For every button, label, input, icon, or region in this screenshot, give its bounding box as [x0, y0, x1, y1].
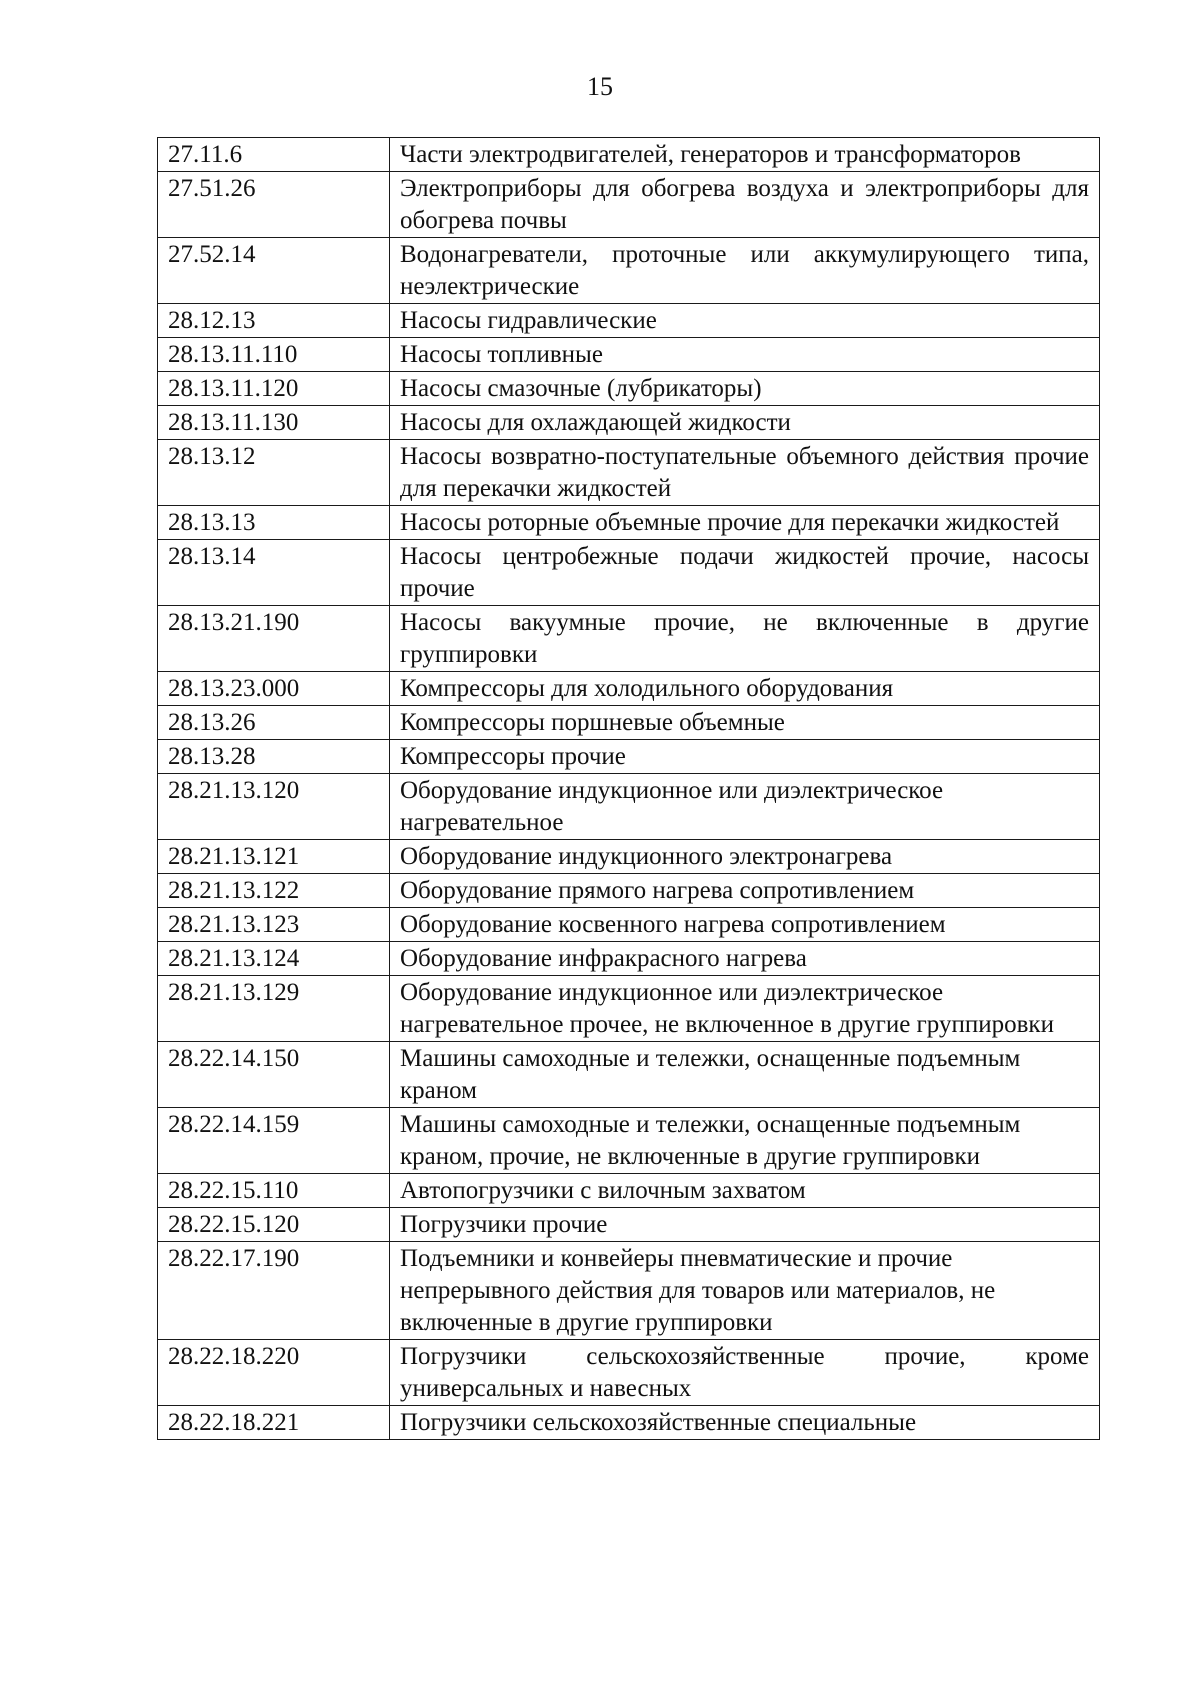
description-cell: Насосы смазочные (лубрикаторы): [390, 372, 1100, 406]
code-cell: 28.13.13: [158, 506, 390, 540]
description-cell: Оборудование косвенного нагрева сопротивлением: [390, 908, 1100, 942]
code-cell: 28.22.18.221: [158, 1406, 390, 1440]
table-row: [158, 304, 1100, 338]
table-row: [158, 138, 1100, 172]
description-cell: Погрузчики сельскохозяйственные специальные: [390, 1406, 1100, 1440]
table-row: [158, 606, 1100, 672]
description-cell: Погрузчики сельскохозяйственные прочие, кроме универсальных и навесных: [390, 1340, 1100, 1406]
table-row: [158, 1242, 1100, 1340]
table-row: [158, 908, 1100, 942]
code-cell: 28.21.13.123: [158, 908, 390, 942]
table-row: [158, 338, 1100, 372]
table-row: [158, 440, 1100, 506]
description-cell: Насосы возвратно-поступательные объемного действия прочие для перекачки жидкостей: [390, 440, 1100, 506]
code-cell: 28.21.13.124: [158, 942, 390, 976]
description-cell: Части электродвигателей, генераторов и трансформаторов: [390, 138, 1100, 172]
table-row: [158, 1174, 1100, 1208]
code-cell: 28.21.13.122: [158, 874, 390, 908]
table-row: [158, 1406, 1100, 1440]
code-cell: 28.22.17.190: [158, 1242, 390, 1340]
description-cell: Автопогрузчики с вилочным захватом: [390, 1174, 1100, 1208]
table-row: [158, 1340, 1100, 1406]
table-row: [158, 942, 1100, 976]
description-cell: Компрессоры для холодильного оборудования: [390, 672, 1100, 706]
table-row: [158, 540, 1100, 606]
table-row: [158, 740, 1100, 774]
code-cell: 28.22.14.150: [158, 1042, 390, 1108]
code-cell: 28.13.14: [158, 540, 390, 606]
code-cell: 28.13.11.110: [158, 338, 390, 372]
table-row: [158, 1042, 1100, 1108]
table-row: [158, 406, 1100, 440]
description-cell: Оборудование индукционное или диэлектрическое нагревательное: [390, 774, 1100, 840]
code-cell: 28.21.13.121: [158, 840, 390, 874]
code-cell: 27.51.26: [158, 172, 390, 238]
code-cell: 28.13.11.130: [158, 406, 390, 440]
page-number: 15: [587, 72, 613, 101]
code-cell: 27.52.14: [158, 238, 390, 304]
description-cell: Машины самоходные и тележки, оснащенные подъемным краном, прочие, не включенные в другие группировки: [390, 1108, 1100, 1174]
code-cell: 28.21.13.120: [158, 774, 390, 840]
code-cell: 28.13.28: [158, 740, 390, 774]
code-cell: 28.21.13.129: [158, 976, 390, 1042]
description-cell: Насосы гидравлические: [390, 304, 1100, 338]
table-row: [158, 238, 1100, 304]
description-cell: Электроприборы для обогрева воздуха и электроприборы для обогрева почвы: [390, 172, 1100, 238]
description-cell: Машины самоходные и тележки, оснащенные подъемным краном: [390, 1042, 1100, 1108]
code-cell: 28.13.11.120: [158, 372, 390, 406]
code-cell: 28.22.15.120: [158, 1208, 390, 1242]
table-row: [158, 172, 1100, 238]
description-cell: Насосы центробежные подачи жидкостей прочие, насосы прочие: [390, 540, 1100, 606]
description-cell: Подъемники и конвейеры пневматические и прочие непрерывного действия для товаров или материалов, не включенные в другие группировки: [390, 1242, 1100, 1340]
code-cell: 27.11.6: [158, 138, 390, 172]
code-cell: 28.22.18.220: [158, 1340, 390, 1406]
description-cell: Компрессоры прочие: [390, 740, 1100, 774]
code-cell: 28.12.13: [158, 304, 390, 338]
description-cell: Оборудование инфракрасного нагрева: [390, 942, 1100, 976]
description-cell: Оборудование индукционного электронагрева: [390, 840, 1100, 874]
table-row: [158, 1108, 1100, 1174]
code-cell: 28.13.21.190: [158, 606, 390, 672]
description-cell: Оборудование индукционное или диэлектрическое нагревательное прочее, не включенное в другие группировки: [390, 976, 1100, 1042]
description-cell: Компрессоры поршневые объемные: [390, 706, 1100, 740]
table-row: [158, 706, 1100, 740]
description-cell: Насосы для охлаждающей жидкости: [390, 406, 1100, 440]
code-cell: 28.13.26: [158, 706, 390, 740]
code-cell: 28.13.23.000: [158, 672, 390, 706]
description-cell: Водонагреватели, проточные или аккумулирующего типа, неэлектрические: [390, 238, 1100, 304]
code-cell: 28.13.12: [158, 440, 390, 506]
description-cell: Оборудование прямого нагрева сопротивлением: [390, 874, 1100, 908]
table-row: [158, 672, 1100, 706]
classification-table: [157, 137, 1100, 1440]
description-cell: Насосы топливные: [390, 338, 1100, 372]
table-row: [158, 506, 1100, 540]
table-row: [158, 1208, 1100, 1242]
code-cell: 28.22.14.159: [158, 1108, 390, 1174]
table-row: [158, 874, 1100, 908]
description-cell: Насосы роторные объемные прочие для перекачки жидкостей: [390, 506, 1100, 540]
table-body: [158, 138, 1100, 1440]
code-cell: 28.22.15.110: [158, 1174, 390, 1208]
table-row: [158, 774, 1100, 840]
table-row: [158, 840, 1100, 874]
description-cell: Погрузчики прочие: [390, 1208, 1100, 1242]
description-cell: Насосы вакуумные прочие, не включенные в другие группировки: [390, 606, 1100, 672]
table-row: [158, 976, 1100, 1042]
table-row: [158, 372, 1100, 406]
